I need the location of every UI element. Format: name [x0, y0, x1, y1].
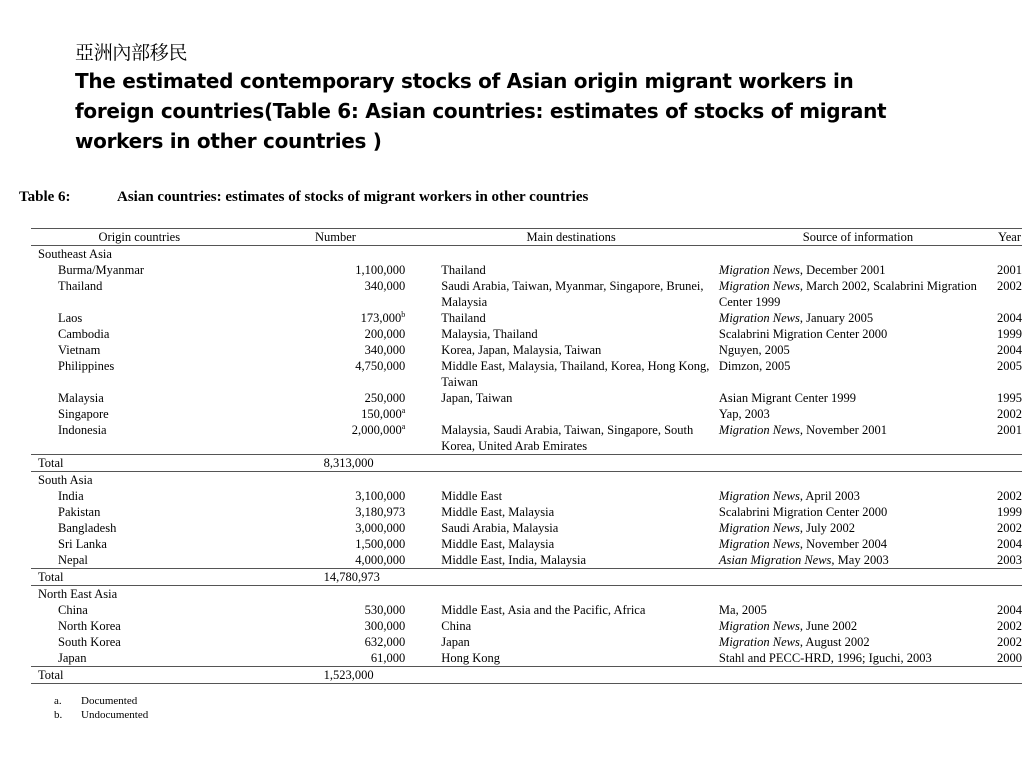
main-destinations: Saudi Arabia, Taiwan, Myanmar, Singapore, Brunei, Malaysia: [441, 279, 704, 309]
source-of-information: [719, 520, 997, 536]
footnote-marker: a: [401, 421, 406, 431]
source-of-information: [719, 406, 997, 422]
year: 2005: [997, 359, 1022, 373]
origin-country: China: [58, 603, 88, 617]
header-origin: Origin countries: [31, 229, 248, 246]
source-detail: , August 2002: [799, 635, 870, 649]
source-publication: Migration News: [718, 311, 800, 325]
worker-number: 150,000$^a$: [361, 405, 406, 421]
source-of-information: [719, 262, 997, 278]
source-detail: , July 2002: [799, 521, 856, 535]
worker-number: 3,100,000: [355, 489, 406, 503]
origin-country: Malaysia: [58, 391, 104, 405]
source-publication: Asian Migration News: [718, 553, 832, 567]
total-empty: [997, 569, 1022, 586]
migrant-workers-table: [31, 228, 1022, 684]
worker-number: 4,000,000: [355, 553, 406, 567]
header-number: Number: [248, 229, 424, 246]
worker-number: 4,750,000: [355, 359, 406, 373]
source-detail: , June 2002: [799, 619, 858, 633]
year: 2004: [997, 343, 1022, 357]
footnote-b: b. Undocumented: [54, 709, 149, 721]
main-destinations: Thailand: [441, 263, 486, 277]
source-detail: Dimzon, 2005: [718, 359, 791, 373]
total-label: Total: [31, 569, 248, 586]
origin-country: Sri Lanka: [58, 537, 107, 551]
worker-number: 340,000: [364, 279, 406, 293]
table-body: [31, 246, 1022, 684]
source-of-information: [719, 552, 997, 569]
year: 1999: [997, 505, 1022, 519]
total-row: [31, 569, 1022, 586]
main-destinations: Korea, Japan, Malaysia, Taiwan: [441, 343, 602, 357]
source-detail: Scalabrini Migration Center 2000: [718, 505, 888, 519]
source-of-information: [719, 326, 997, 342]
source-detail: Scalabrini Migration Center 2000: [718, 327, 888, 341]
slide-title: [75, 40, 935, 156]
table-row: [31, 504, 1022, 520]
source-detail: November 2001: [802, 423, 887, 437]
region-row: [31, 586, 1022, 603]
worker-number: 200,000: [364, 327, 406, 341]
table-row: [31, 406, 1022, 422]
slide-title-chinese: 亞洲內部移民: [75, 42, 188, 64]
main-destinations: Malaysia, Thailand: [441, 327, 538, 341]
worker-number: 1,500,000: [355, 537, 406, 551]
total-row: [31, 667, 1022, 684]
total-number: 1,523,000: [248, 667, 424, 684]
year: 2004: [997, 603, 1022, 617]
total-empty: [423, 455, 719, 472]
header-destinations: Main destinations: [423, 229, 719, 246]
source-of-information: [719, 504, 997, 520]
origin-country: South Korea: [58, 635, 121, 649]
main-destinations: [423, 406, 719, 422]
worker-number: 173,000$^b$: [360, 309, 406, 325]
source-publication: Migration News: [718, 279, 800, 293]
worker-number: 61,000: [370, 651, 406, 665]
worker-number: 340,000: [364, 343, 406, 357]
origin-country: Nepal: [58, 553, 88, 567]
source-publication: Migration News: [718, 635, 800, 649]
table-row: [31, 618, 1022, 634]
origin-country: Cambodia: [58, 327, 110, 341]
table-row: [31, 310, 1022, 326]
year: 2002: [997, 521, 1022, 535]
source-detail: , January 2005: [799, 311, 874, 325]
main-destinations: Middle East, India, Malaysia: [441, 553, 587, 567]
source-of-information: [719, 650, 997, 667]
total-number: 8,313,000: [248, 455, 424, 472]
table-row: [31, 552, 1022, 569]
source-detail: , April 2003: [799, 489, 860, 503]
year: 2002: [997, 407, 1022, 421]
total-label: Total: [31, 455, 248, 472]
source-publication: Migration News: [718, 619, 800, 633]
table-row: [31, 602, 1022, 618]
footnote-marker: b: [401, 309, 406, 319]
table-header-row: [31, 229, 1022, 246]
origin-country: Japan: [58, 651, 87, 665]
header-year: Year: [997, 230, 1022, 244]
total-empty: [423, 667, 719, 684]
total-number: 14,780,973: [248, 569, 424, 586]
year: 2001: [997, 423, 1022, 437]
source-of-information: [719, 422, 997, 455]
source-detail: Nguyen, 2005: [718, 343, 790, 357]
main-destinations: China: [441, 619, 472, 633]
source-of-information: [719, 390, 997, 406]
origin-country: India: [58, 489, 84, 503]
main-destinations: Japan: [441, 635, 470, 649]
source-publication: Migration News: [718, 489, 800, 503]
worker-number: 300,000: [364, 619, 406, 633]
main-destinations: Hong Kong: [441, 651, 500, 665]
table-row: [31, 326, 1022, 342]
table-row: [31, 536, 1022, 552]
total-row: [31, 455, 1022, 472]
origin-country: North Korea: [58, 619, 121, 633]
table-row: [31, 422, 1022, 455]
table-row: [31, 390, 1022, 406]
main-destinations: Malaysia, Saudi Arabia, Taiwan, Singapore, South Korea, United Arab Emirates: [441, 423, 694, 453]
year: 2003: [997, 553, 1022, 567]
origin-country: Burma/Myanmar: [58, 263, 145, 277]
source-detail: Asian Migrant Center 1999: [718, 391, 857, 405]
footnote-marker: a: [401, 405, 406, 415]
origin-country: Indonesia: [58, 423, 107, 437]
main-destinations: Saudi Arabia, Malaysia: [441, 521, 559, 535]
table-row: [31, 520, 1022, 536]
region-row: [31, 472, 1022, 489]
total-empty: [719, 569, 997, 586]
worker-number: 1,100,000: [355, 263, 406, 277]
table-row: [31, 634, 1022, 650]
source-detail: , May 2003: [831, 553, 889, 567]
table-caption-text: Asian countries: estimates of stocks of migrant workers in other countries: [117, 189, 589, 205]
year: 1995: [997, 391, 1022, 405]
year: 1999: [997, 327, 1022, 341]
main-destinations: Middle East: [441, 489, 503, 503]
total-label: Total: [31, 667, 248, 684]
source-of-information: [719, 602, 997, 618]
origin-country: Vietnam: [58, 343, 101, 357]
source-of-information: [719, 358, 997, 390]
source-detail: Yap, 2003: [718, 407, 770, 421]
source-detail: , November 2004: [799, 537, 887, 551]
source-detail: , March 2002, Scalabrini Migration Center 1999: [718, 279, 977, 309]
year: 2002: [997, 489, 1022, 503]
table-row: [31, 262, 1022, 278]
footnote-a: a. Documented: [54, 695, 138, 707]
total-empty: [719, 667, 997, 684]
total-empty: [997, 667, 1022, 684]
origin-country: Singapore: [58, 407, 109, 421]
region-name: South Asia: [38, 473, 93, 487]
year: 2001: [997, 263, 1022, 277]
origin-country: Pakistan: [58, 505, 101, 519]
table-row: [31, 342, 1022, 358]
origin-country: Philippines: [58, 359, 115, 373]
source-publication: Migration News: [718, 263, 800, 277]
source-detail: Stahl and PECC-HRD, 1996; Iguchi, 2003: [718, 651, 932, 665]
footnotes: [54, 694, 148, 722]
origin-country: Laos: [58, 311, 83, 325]
main-destinations: Japan, Taiwan: [441, 391, 513, 405]
slide-title-english: The estimated contemporary stocks of Asian origin migrant workers in foreign countries(Table 6: Asian countries: estimates of stocks of migrant workers in other countries ): [75, 69, 887, 153]
header-source: Source of information: [719, 229, 997, 246]
main-destinations: Middle East, Malaysia: [441, 537, 555, 551]
worker-number: 3,000,000: [355, 521, 406, 535]
main-destinations: Middle East, Malaysia, Thailand, Korea, Hong Kong, Taiwan: [441, 359, 710, 389]
main-destinations: Middle East, Asia and the Pacific, Africa: [441, 603, 646, 617]
region-name: North East Asia: [38, 587, 118, 601]
year: 2002: [997, 619, 1022, 633]
source-of-information: [719, 634, 997, 650]
main-destinations: Thailand: [441, 311, 486, 325]
source-of-information: [719, 536, 997, 552]
total-empty: [997, 455, 1022, 472]
worker-number: 2,000,000$^a$: [351, 421, 406, 437]
table-label: Table 6:: [19, 189, 71, 205]
worker-number: 3,180,973: [355, 505, 406, 519]
year: 2004: [997, 537, 1022, 551]
origin-country: Bangladesh: [58, 521, 117, 535]
source-of-information: [719, 278, 997, 310]
region-name: Southeast Asia: [38, 247, 112, 261]
origin-country: Thailand: [58, 279, 103, 293]
worker-number: 530,000: [364, 603, 406, 617]
source-detail: Ma, 2005: [718, 603, 767, 617]
table-row: [31, 278, 1022, 310]
source-of-information: [719, 488, 997, 504]
year: 2004: [997, 311, 1022, 325]
source-publication: Migration News: [718, 537, 800, 551]
source-publication: Migration News: [718, 521, 800, 535]
source-publication: Migration News,: [718, 423, 803, 437]
total-empty: [719, 455, 997, 472]
source-of-information: [719, 618, 997, 634]
year: 2002: [997, 635, 1022, 649]
worker-number: 250,000: [364, 391, 406, 405]
year: 2000: [997, 651, 1022, 665]
source-of-information: [719, 342, 997, 358]
table-caption: [19, 189, 588, 206]
main-destinations: Middle East, Malaysia: [441, 505, 555, 519]
region-row: [31, 246, 1022, 263]
worker-number: 632,000: [364, 635, 406, 649]
year: 2002: [997, 279, 1022, 293]
table-row: [31, 488, 1022, 504]
table-row: [31, 650, 1022, 667]
table-row: [31, 358, 1022, 390]
source-detail: , December 2001: [799, 263, 886, 277]
total-empty: [423, 569, 719, 586]
source-of-information: [719, 310, 997, 326]
